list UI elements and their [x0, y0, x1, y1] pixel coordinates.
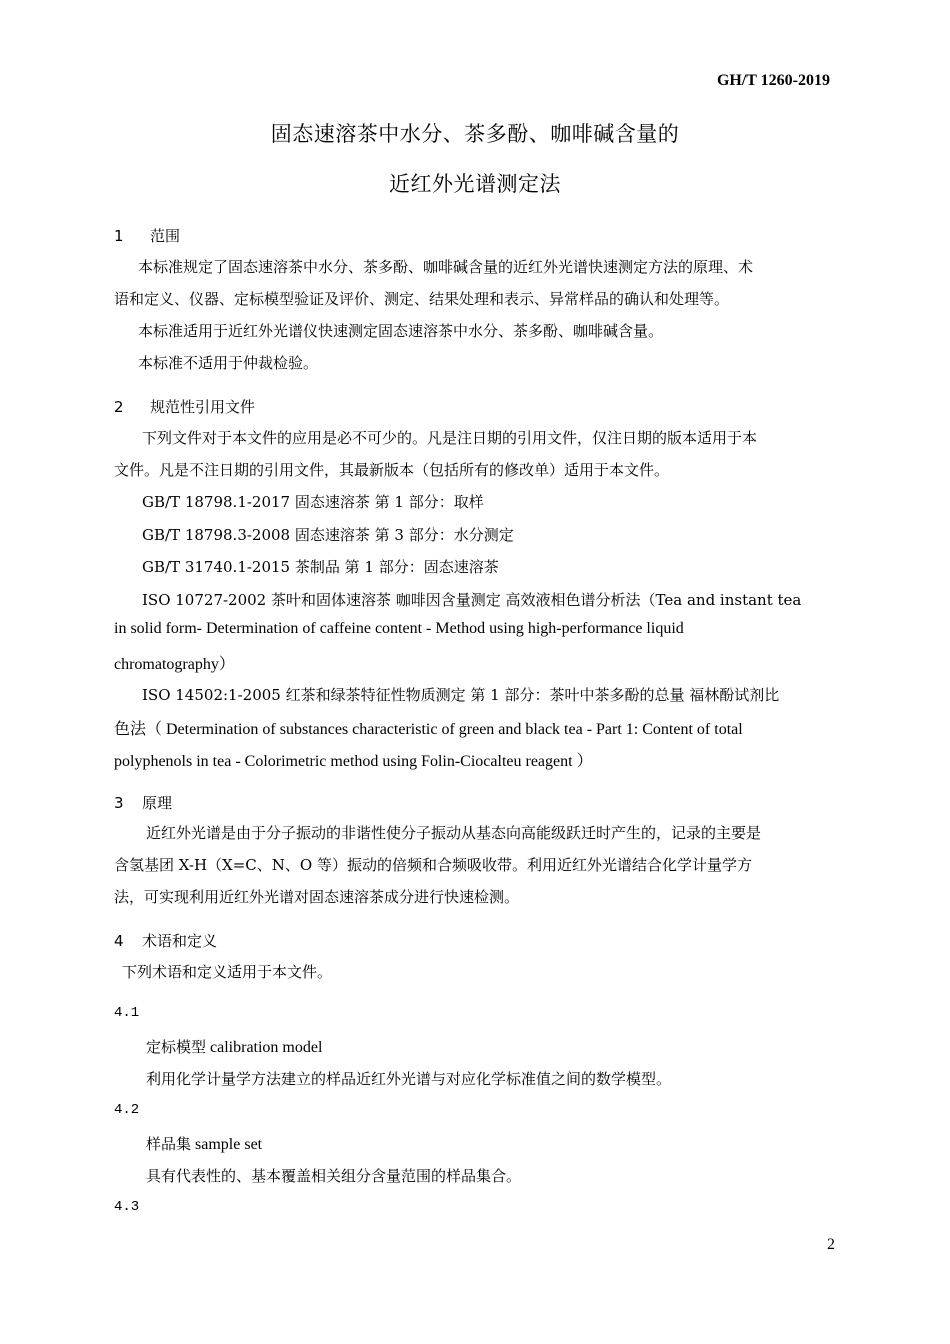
term-chinese: 样品集 [146, 1135, 192, 1153]
term-heading [146, 1133, 262, 1154]
section-number: 4 [114, 932, 124, 950]
paragraph-line: 语和定义、仪器、定标模型验证及评价、测定、结果处理和表示、异常样品的确认和处理等。 [114, 290, 730, 308]
paragraph-line: 本标准不适用于仲裁检验。 [138, 354, 319, 372]
term-english: calibration model [206, 1039, 323, 1056]
paragraph-line: 本标准规定了固态速溶茶中水分、茶多酚、咖啡碱含量的近红外光谱快速测定方法的原理、术 [138, 258, 754, 276]
term-number: 4.2 [114, 1102, 140, 1118]
normative-reference: ISO 14502:1-2005 红茶和绿茶特征性物质测定 第 1 部分：茶叶中茶多酚的总量 福林酚试剂比 [142, 686, 780, 704]
paragraph-line: 下列术语和定义适用于本文件。 [122, 963, 333, 981]
normative-reference: 色法（ Determination of substances characteristic of green and black tea - Part 1: Content of total [114, 721, 743, 738]
term-number: 4.3 [114, 1199, 140, 1215]
term-heading [146, 1036, 322, 1057]
paragraph-line: 近红外光谱是由于分子振动的非谐性使分子振动从基态向高能级跃迁时产生的，记录的主要是 [146, 824, 762, 842]
document-title-line1: 固态速溶茶中水分、茶多酚、咖啡碱含量的 [270, 122, 680, 146]
normative-reference: polyphenols in tea - Colorimetric method using Folin-Ciocalteu reagent ） [114, 753, 593, 770]
section-title: 原理 [142, 794, 173, 812]
paragraph-line: 含氢基团 X-H（X=C、N、O 等）振动的倍频和合频吸收带。利用近红外光谱结合化学计量学方 [114, 856, 752, 874]
term-definition: 具有代表性的、基本覆盖相关组分含量范围的样品集合。 [146, 1167, 522, 1185]
normative-reference: in solid form- Determination of caffeine content - Method using high-performance liquid [114, 620, 684, 637]
term-definition: 利用化学计量学方法建立的样品近红外光谱与对应化学标准值之间的数学模型。 [146, 1070, 672, 1088]
normative-reference: GB/T 18798.3-2008 固态速溶茶 第 3 部分：水分测定 [142, 526, 514, 544]
standard-code: GH/T 1260-2019 [716, 72, 830, 89]
normative-reference: GB/T 18798.1-2017 固态速溶茶 第 1 部分：取样 [142, 493, 484, 511]
section-3-heading [114, 792, 172, 813]
normative-reference: GB/T 31740.1-2015 茶制品 第 1 部分：固态速溶茶 [142, 558, 499, 576]
document-title-line2: 近红外光谱测定法 [389, 172, 561, 196]
term-english: sample set [191, 1136, 263, 1153]
paragraph-line: 文件。凡是不注日期的引用文件，其最新版本（包括所有的修改单）适用于本文件。 [114, 461, 670, 479]
section-number: 1 [114, 227, 124, 245]
normative-reference: chromatography） [114, 656, 235, 673]
section-4-heading [114, 930, 217, 951]
section-number: 3 [114, 794, 124, 812]
section-title: 范围 [150, 227, 181, 245]
normative-reference: ISO 10727-2002 茶叶和固体速溶茶 咖啡因含量测定 高效液相色谱分析法（Tea and instant tea [142, 591, 802, 609]
section-number: 2 [114, 398, 124, 416]
section-2-heading [114, 396, 255, 417]
paragraph-line: 本标准适用于近红外光谱仪快速测定固态速溶茶中水分、茶多酚、咖啡碱含量。 [138, 322, 664, 340]
term-number: 4.1 [114, 1005, 140, 1021]
paragraph-line: 下列文件对于本文件的应用是必不可少的。凡是注日期的引用文件，仅注日期的版本适用于本 [142, 429, 758, 447]
section-title: 规范性引用文件 [150, 398, 256, 416]
section-title: 术语和定义 [142, 932, 218, 950]
section-1-heading [114, 225, 180, 246]
paragraph-line: 法，可实现利用近红外光谱对固态速溶茶成分进行快速检测。 [114, 888, 520, 906]
term-chinese: 定标模型 [146, 1038, 207, 1056]
page-number: 2 [827, 1236, 835, 1253]
